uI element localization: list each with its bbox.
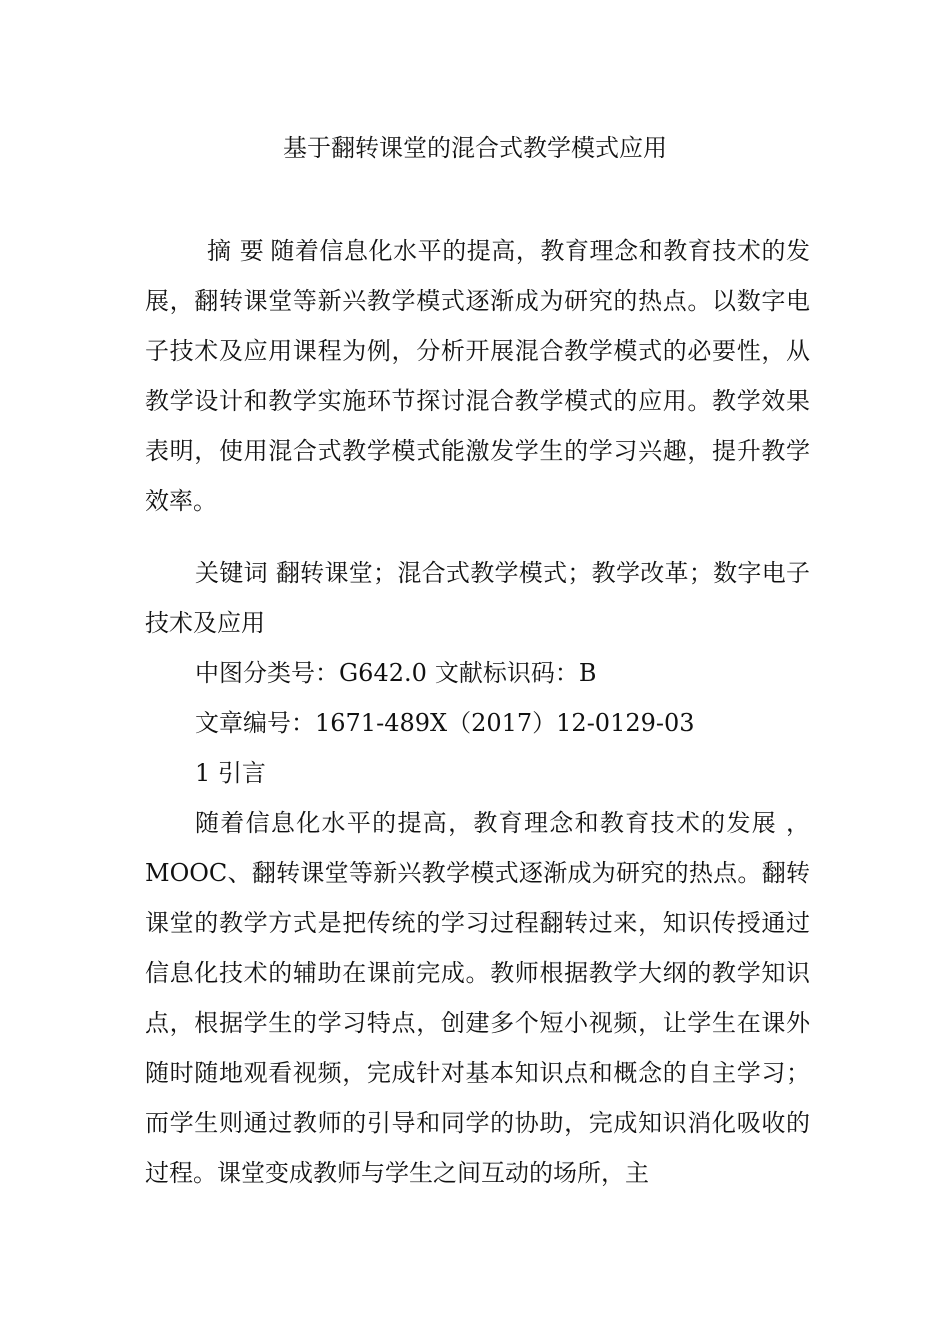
- classification-line: [145, 648, 860, 698]
- doc-code-label: 文献标识码：: [434, 659, 579, 687]
- abstract-paragraph: [145, 226, 810, 526]
- intro-paragraph: 随着信息化水平的提高，教育理念和教育技术的发展 ，MOOC、翻转课堂等新兴教学模式逐渐成为研究的热点。翻转课堂的教学方式是把传统的学习过程翻转过来，知识传授通过信息化技术的辅助在课前完成。教师根据教学大纲的教学知识点，根据学生的学习特点，创建多个短小视频，让学生在课外随时随地观看视频，完成针对基本知识点和概念的自主学习；而学生则通过教师的引导和同学的协助，完成知识消化吸收的过程。课堂变成教师与学生之间互动的场所，主: [145, 809, 810, 1187]
- section-heading: 1 引言: [195, 759, 266, 787]
- article-number-value: 1671-489X（2017）12-0129-03: [315, 709, 695, 737]
- keywords-text: 翻转课堂；混合式教学模式；教学改革；数字电子技术及应用: [145, 559, 810, 637]
- keywords-label: 关键词: [195, 559, 268, 587]
- page-title: 基于翻转课堂的混合式教学模式应用: [283, 134, 667, 162]
- abstract-text: 随着信息化水平的提高，教育理念和教育技术的发展，翻转课堂等新兴教学模式逐渐成为研究的热点。以数字电子技术及应用课程为例，分析开展混合教学模式的必要性，从教学设计和教学实施环节探讨混合教学模式的应用。教学效果表明，使用混合式教学模式能激发学生的学习兴趣，提升教学效率。: [145, 237, 811, 515]
- article-number-line: [145, 698, 860, 748]
- keywords-paragraph: [145, 548, 810, 648]
- doc-code-value: B: [578, 659, 597, 687]
- clc-value: G642.0: [339, 659, 427, 687]
- abstract-label: 摘 要: [207, 237, 265, 265]
- article-number-label: 文章编号：: [195, 709, 315, 737]
- clc-label: 中图分类号：: [195, 659, 339, 687]
